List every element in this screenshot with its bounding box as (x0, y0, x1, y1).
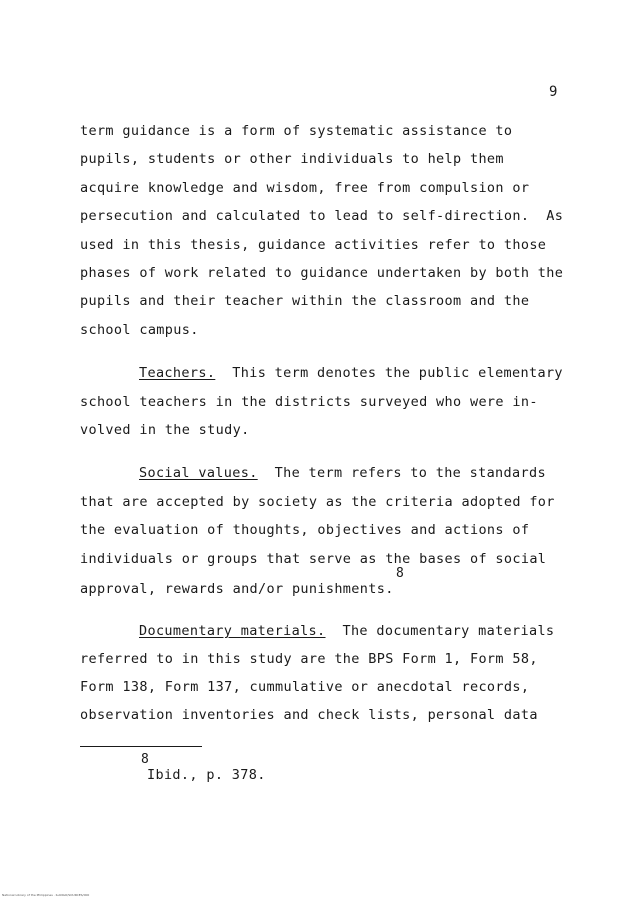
text-span: This term denotes the public elementary (215, 365, 563, 381)
text-line: school teachers in the districts surveyed who were in- (80, 394, 538, 410)
footnote-marker: 8 (141, 752, 149, 767)
text-line: approval, rewards and/or punishments. (80, 581, 394, 597)
text-line: the evaluation of thoughts, objectives and actions of (80, 522, 530, 538)
text-line (139, 364, 563, 382)
defined-term-social-values: Social values. (139, 465, 258, 481)
defined-term-documentary-materials: Documentary materials. (139, 623, 326, 639)
footnote-divider (80, 746, 202, 747)
archive-stamp: National Library of the Philippines · ILANGO/SOURCES/000 (2, 893, 90, 897)
text-span: The documentary materials (325, 623, 555, 639)
text-line: volved in the study. (80, 422, 250, 438)
text-line (139, 622, 554, 640)
text-line: term guidance is a form of systematic assistance to (80, 123, 513, 139)
text-line: pupils and their teacher within the classroom and the (80, 293, 530, 309)
footnote-text: Ibid., p. 378. (147, 767, 266, 783)
text-line: referred to in this study are the BPS Form 1, Form 58, (80, 651, 538, 667)
text-line: individuals or groups that serve as the bases of social (80, 551, 547, 567)
text-line (139, 464, 546, 482)
text-line: observation inventories and check lists, personal data (80, 707, 538, 723)
page-number: 9 (549, 84, 558, 100)
text-line: school campus. (80, 322, 199, 338)
defined-term-teachers: Teachers. (139, 365, 216, 381)
footnote-reference: 8 (396, 566, 404, 581)
text-line: used in this thesis, guidance activities refer to those (80, 237, 547, 253)
text-line: Form 138, Form 137, cummulative or anecdotal records, (80, 679, 530, 695)
text-line: acquire knowledge and wisdom, free from compulsion or (80, 180, 530, 196)
text-span: The term refers to the standards (257, 465, 546, 481)
text-line: persecution and calculated to lead to self-direction. As (80, 208, 564, 224)
text-line: pupils, students or other individuals to help them (80, 151, 504, 167)
text-line: that are accepted by society as the criteria adopted for (80, 494, 555, 510)
text-line: phases of work related to guidance undertaken by both the (80, 265, 564, 281)
